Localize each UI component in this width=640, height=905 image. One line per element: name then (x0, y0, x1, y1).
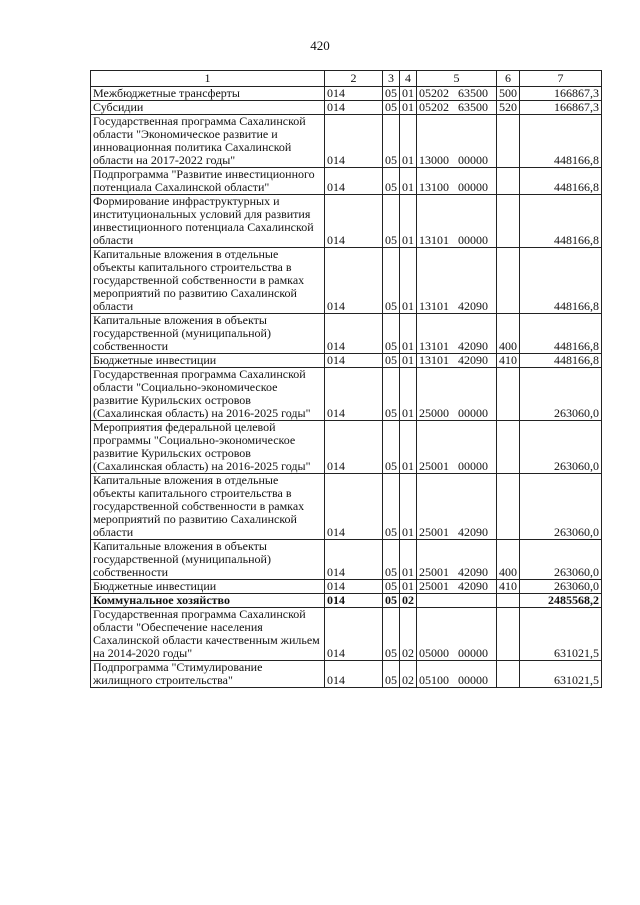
header-cell: 3 (383, 71, 400, 87)
subsection-code: 01 (400, 115, 417, 168)
subsection-code: 02 (400, 661, 417, 688)
expense-type-code: 400 (497, 314, 520, 354)
expense-type-code (497, 474, 520, 540)
row-name: Государственная программа Сахалинской области "Социально-экономическое развитие Курильских островов (Сахалинская область) на 2016-2025 годы" (91, 368, 325, 421)
table-row (91, 608, 602, 661)
amount-value: 631021,5 (520, 608, 602, 661)
subsection-code: 02 (400, 608, 417, 661)
ministry-code: 014 (325, 540, 383, 580)
header-cell: 5 (417, 71, 497, 87)
target-article-code: 05202 63500 (417, 87, 497, 101)
subsection-code: 01 (400, 580, 417, 594)
subsection-code: 01 (400, 195, 417, 248)
expense-type-code: 520 (497, 101, 520, 115)
section-code: 05 (383, 594, 400, 608)
row-name: Капитальные вложения в отдельные объекты капитального строительства в государственной собственности в рамках мероприятий по развитию Сахалинской области (91, 474, 325, 540)
expense-type-code (497, 368, 520, 421)
subsection-code: 01 (400, 368, 417, 421)
amount-value: 166867,3 (520, 101, 602, 115)
ministry-code: 014 (325, 580, 383, 594)
section-code: 05 (383, 248, 400, 314)
table-row (91, 661, 602, 688)
amount-value: 263060,0 (520, 368, 602, 421)
expense-type-code (497, 608, 520, 661)
subsection-code: 02 (400, 594, 417, 608)
row-name: Государственная программа Сахалинской области "Экономическое развитие и инновационная политика Сахалинской области на 2017-2022 годы" (91, 115, 325, 168)
section-code: 05 (383, 101, 400, 115)
section-code: 05 (383, 421, 400, 474)
expense-type-code: 410 (497, 580, 520, 594)
expense-type-code (497, 248, 520, 314)
section-code: 05 (383, 368, 400, 421)
expense-type-code (497, 195, 520, 248)
row-name: Капитальные вложения в отдельные объекты капитального строительства в государственной собственности в рамках мероприятий по развитию Сахалинской области (91, 248, 325, 314)
ministry-code: 014 (325, 368, 383, 421)
subsection-code: 01 (400, 540, 417, 580)
row-name: Субсидии (91, 101, 325, 115)
table-header-row (91, 71, 602, 87)
table-row (91, 580, 602, 594)
amount-value: 631021,5 (520, 661, 602, 688)
amount-value: 263060,0 (520, 474, 602, 540)
table-row (91, 248, 602, 314)
amount-value: 263060,0 (520, 421, 602, 474)
row-name: Государственная программа Сахалинской области "Обеспечение населения Сахалинской области качественным жильем на 2014-2020 годы" (91, 608, 325, 661)
row-name: Капитальные вложения в объекты государственной (муниципальной) собственности (91, 540, 325, 580)
ministry-code: 014 (325, 421, 383, 474)
section-code: 05 (383, 661, 400, 688)
amount-value: 448166,8 (520, 354, 602, 368)
section-code: 05 (383, 580, 400, 594)
target-article-code: 13000 00000 (417, 115, 497, 168)
target-article-code: 05100 00000 (417, 661, 497, 688)
page-number: 420 (310, 38, 330, 53)
row-name: Коммунальное хозяйство (91, 594, 325, 608)
subsection-code: 01 (400, 421, 417, 474)
table-row (91, 101, 602, 115)
ministry-code: 014 (325, 608, 383, 661)
table-row (91, 474, 602, 540)
target-article-code: 25001 42090 (417, 540, 497, 580)
target-article-code: 05000 00000 (417, 608, 497, 661)
target-article-code: 05202 63500 (417, 101, 497, 115)
ministry-code: 014 (325, 474, 383, 540)
expense-type-code: 500 (497, 87, 520, 101)
target-article-code: 13101 42090 (417, 248, 497, 314)
subsection-code: 01 (400, 314, 417, 354)
ministry-code: 014 (325, 248, 383, 314)
section-code: 05 (383, 115, 400, 168)
target-article-code: 25001 42090 (417, 580, 497, 594)
subsection-code: 01 (400, 354, 417, 368)
target-article-code: 25001 42090 (417, 474, 497, 540)
ministry-code: 014 (325, 101, 383, 115)
row-name: Подпрограмма "Стимулирование жилищного строительства" (91, 661, 325, 688)
ministry-code: 014 (325, 168, 383, 195)
ministry-code: 014 (325, 87, 383, 101)
target-article-code (417, 594, 497, 608)
ministry-code: 014 (325, 661, 383, 688)
expense-type-code (497, 115, 520, 168)
section-code: 05 (383, 314, 400, 354)
section-code: 05 (383, 474, 400, 540)
amount-value: 448166,8 (520, 115, 602, 168)
section-code: 05 (383, 608, 400, 661)
section-code: 05 (383, 87, 400, 101)
subsection-code: 01 (400, 87, 417, 101)
amount-value: 448166,8 (520, 168, 602, 195)
expense-type-code: 410 (497, 354, 520, 368)
row-name: Формирование инфраструктурных и институциональных условий для развития инвестиционного потенциала Сахалинской области (91, 195, 325, 248)
amount-value: 448166,8 (520, 195, 602, 248)
subsection-code: 01 (400, 101, 417, 115)
table-row (91, 314, 602, 354)
section-code: 05 (383, 540, 400, 580)
amount-value: 263060,0 (520, 580, 602, 594)
subsection-code: 01 (400, 474, 417, 540)
table-row (91, 195, 602, 248)
section-code: 05 (383, 195, 400, 248)
ministry-code: 014 (325, 115, 383, 168)
header-cell: 1 (91, 71, 325, 87)
table-row (91, 115, 602, 168)
ministry-code: 014 (325, 314, 383, 354)
header-cell: 4 (400, 71, 417, 87)
amount-value: 2485568,2 (520, 594, 602, 608)
ministry-code: 014 (325, 594, 383, 608)
amount-value: 448166,8 (520, 248, 602, 314)
expense-type-code: 400 (497, 540, 520, 580)
amount-value: 263060,0 (520, 540, 602, 580)
expense-type-code (497, 661, 520, 688)
target-article-code: 25001 00000 (417, 421, 497, 474)
target-article-code: 25000 00000 (417, 368, 497, 421)
header-cell: 6 (497, 71, 520, 87)
row-name: Бюджетные инвестиции (91, 354, 325, 368)
row-name: Подпрограмма "Развитие инвестиционного потенциала Сахалинской области" (91, 168, 325, 195)
subsection-code: 01 (400, 168, 417, 195)
row-name: Капитальные вложения в объекты государственной (муниципальной) собственности (91, 314, 325, 354)
section-code: 05 (383, 354, 400, 368)
amount-value: 166867,3 (520, 87, 602, 101)
table-row (91, 594, 602, 608)
expense-type-code (497, 421, 520, 474)
ministry-code: 014 (325, 354, 383, 368)
table-row (91, 354, 602, 368)
table-row (91, 168, 602, 195)
subsection-code: 01 (400, 248, 417, 314)
budget-table (90, 70, 602, 688)
target-article-code: 13101 42090 (417, 314, 497, 354)
table-row (91, 87, 602, 101)
header-cell: 2 (325, 71, 383, 87)
table-row (91, 368, 602, 421)
expense-type-code (497, 168, 520, 195)
ministry-code: 014 (325, 195, 383, 248)
table-row (91, 421, 602, 474)
amount-value: 448166,8 (520, 314, 602, 354)
section-code: 05 (383, 168, 400, 195)
row-name: Межбюджетные трансферты (91, 87, 325, 101)
header-cell: 7 (520, 71, 602, 87)
target-article-code: 13101 00000 (417, 195, 497, 248)
row-name: Мероприятия федеральной целевой программы "Социально-экономическое развитие Курильских островов (Сахалинская область) на 2016-2025 годы" (91, 421, 325, 474)
table-row (91, 540, 602, 580)
target-article-code: 13100 00000 (417, 168, 497, 195)
row-name: Бюджетные инвестиции (91, 580, 325, 594)
target-article-code: 13101 42090 (417, 354, 497, 368)
expense-type-code (497, 594, 520, 608)
